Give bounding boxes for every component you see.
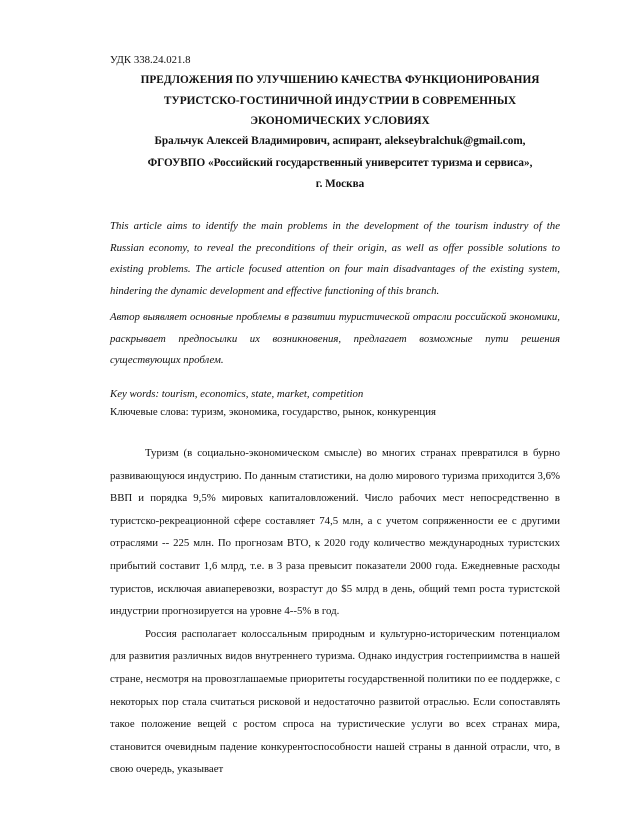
udk-code: УДК 338.24.021.8 [110,54,191,66]
title-line: ПРЕДЛОЖЕНИЯ ПО УЛУЧШЕНИЮ КАЧЕСТВА ФУНКЦИОНИРОВАНИЯ [140,74,540,86]
city-line: г. Москва [315,178,365,190]
keywords-russian: Ключевые слова: туризм, экономика, государство, рынок, конкуренция [110,406,436,418]
title-line: ТУРИСТСКО-ГОСТИНИЧНОЙ ИНДУСТРИИ В СОВРЕМЕННЫХ [163,94,517,107]
author-line: Бральчук Алексей Владимирович, аспирант, alekseybralchuk@gmail.com, [154,135,526,147]
paper-title [116,70,564,132]
abstract-russian: Автор выявляет основные проблемы в развитии туристической отрасли российской экономики, раскрывает предпосылки их возникновения, предлагает возможные пути решения существующих проблем. [110,311,560,366]
body-text [110,442,560,781]
paragraph: Россия располагает колоссальным природным и культурно-историческим потенциалом для развития различных видов внутреннего туризма. Однако индустрия гостеприимства в нашей стране, несмотря на провозглашаемые приоритеты государственной политики по ее поддержке, с некоторых пор стала считаться рисковой и недостаточно развитой отраслью. Если сопоставлять такое положение вещей с ростом спроса на туристические услуги во всех странах мира, становится очевидным падение конкурентоспособности нашей страны в данной отрасли, что, в свою очередь, указывает [110,627,560,776]
keywords-english: Key words: tourism, economics, state, market, competition [110,388,364,400]
affiliation-line: ФГОУВПО «Российский государственный университет туризма и сервиса», [147,156,533,169]
abstract-english: This article aims to identify the main problems in the development of the tourism industry of the Russian economy, to reveal the preconditions of their origin, as well as offer possible solutions to existing problems. The article focused attention on four main disadvantages of the existing system, hindering the dynamic development and effective functioning of this branch. [110,220,560,297]
paragraph: Туризм (в социально-экономическом смысле) во многих странах превратился в бурно развивающуюся индустрию. По данным статистики, на долю мирового туризма приходится 3,6% ВВП и порядка 9,5% мировых капиталовложений. Число рабочих мест непосредственно в туристско-рекреационной сфере составляет 74,5 млн, а с учетом сопряженности ее с другими отраслями -- 225 млн. По прогнозам ВТО, к 2020 году количество международных туристских прибытий составит 1,6 млрд, т.е. в 3 раза превысит показатели 2000 года. Ежедневные расходы туристов, исключая авиаперевозки, возрастут до $5 млрд в день, общий темп роста туристской индустрии прогнозируется на уровне 4--5% в год. [110,447,560,618]
author-affiliation [116,131,564,196]
title-line: ЭКОНОМИЧЕСКИХ УСЛОВИЯХ [250,115,430,127]
